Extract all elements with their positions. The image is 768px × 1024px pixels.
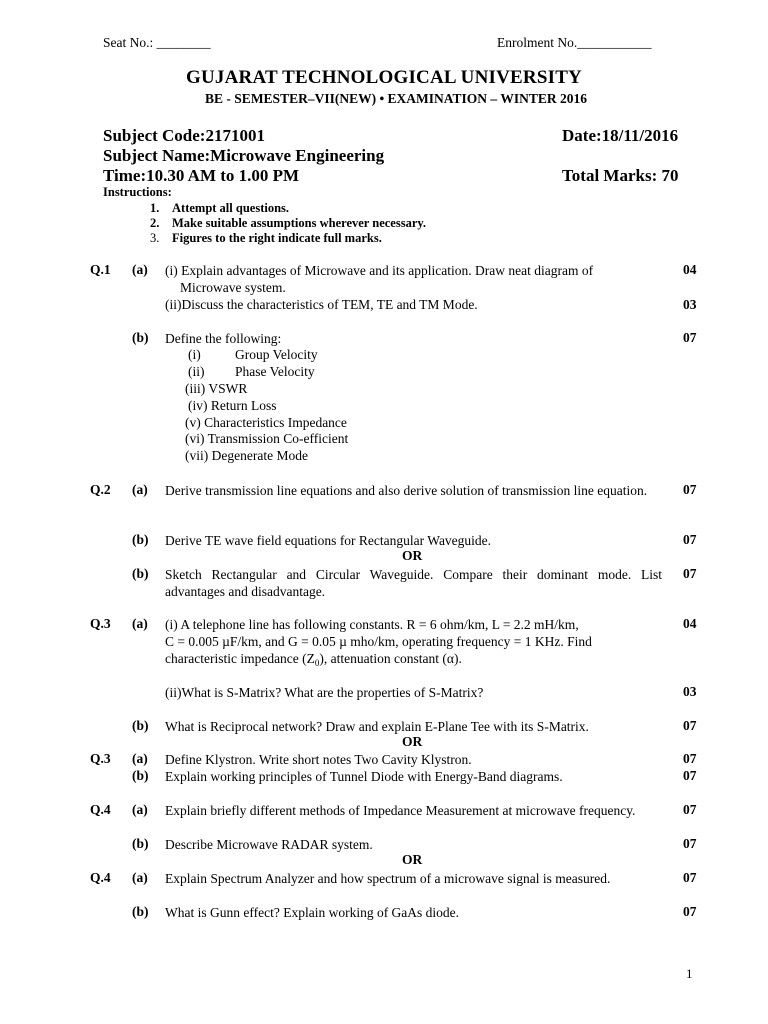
marks: 07 xyxy=(683,836,697,851)
exam-title: BE - SEMESTER–VII(NEW) • EXAMINATION – WINTER 2016 xyxy=(205,91,587,106)
or-separator: OR xyxy=(402,734,423,749)
part-label: (a) xyxy=(132,751,148,766)
question-text-cont: Microwave system. xyxy=(180,280,286,295)
part-label: (b) xyxy=(132,566,149,581)
part-label: (b) xyxy=(132,904,149,919)
list-item: (v) Characteristics Impedance xyxy=(185,415,347,430)
part-label: (a) xyxy=(132,616,148,631)
question-text: Explain working principles of Tunnel Diode with Energy-Band diagrams. xyxy=(165,769,563,784)
or-separator: OR xyxy=(402,852,423,867)
question-text: What is Gunn effect? Explain working of GaAs diode. xyxy=(165,905,460,920)
marks: 07 xyxy=(683,904,697,919)
seat-number: Seat No.: ________ xyxy=(103,35,211,50)
part-label: (b) xyxy=(132,330,149,345)
list-item: Phase Velocity xyxy=(235,364,315,379)
university-title: GUJARAT TECHNOLOGICAL UNIVERSITY xyxy=(186,67,582,88)
marks: 04 xyxy=(683,262,697,277)
part-label: (a) xyxy=(132,482,148,497)
list-item: (iv) Return Loss xyxy=(188,398,277,413)
subject-name: Subject Name:Microwave Engineering xyxy=(103,146,385,165)
instruction-number: 1. xyxy=(150,201,160,215)
marks: 07 xyxy=(683,566,697,581)
question-text: Define the following: xyxy=(165,331,282,346)
subscript: 0 xyxy=(314,658,320,668)
question-text: (i) A telephone line has following constants. R = 6 ohm/km, L = 2.2 mH/km, xyxy=(165,617,579,632)
question-text-cont xyxy=(165,650,462,672)
question-text: Derive transmission line equations and also derive solution of transmission line equation. xyxy=(165,483,648,498)
marks: 07 xyxy=(683,482,697,497)
question-number: Q.2 xyxy=(90,482,111,497)
part-label: (a) xyxy=(132,802,148,817)
part-label: (b) xyxy=(132,768,149,783)
or-separator: OR xyxy=(402,548,423,563)
instruction-number: 3. xyxy=(150,231,160,245)
marks: 07 xyxy=(683,751,697,766)
question-number: Q.3 xyxy=(90,616,111,631)
part-label: (a) xyxy=(132,262,148,277)
text-segment: characteristic impedance (Z xyxy=(165,651,315,666)
question-text: (ii)Discuss the characteristics of TEM, TE and TM Mode. xyxy=(165,297,478,312)
subject-code: Subject Code:2171001 xyxy=(103,126,265,145)
marks: 04 xyxy=(683,616,697,631)
question-text: Explain Spectrum Analyzer and how spectrum of a microwave signal is measured. xyxy=(165,871,611,886)
enrolment-number: Enrolment No.___________ xyxy=(497,35,652,50)
question-text: (i) Explain advantages of Microwave and its application. Draw neat diagram of xyxy=(165,263,594,278)
text-segment: ), attenuation constant (α). xyxy=(319,651,462,666)
instruction-text: Make suitable assumptions wherever necessary. xyxy=(172,216,427,230)
part-label: (b) xyxy=(132,532,149,547)
instruction-text: Figures to the right indicate full marks. xyxy=(172,231,382,245)
page-number: 1 xyxy=(686,966,693,981)
instruction-number: 2. xyxy=(150,216,160,230)
question-number: Q.4 xyxy=(90,870,111,885)
list-item: Group Velocity xyxy=(235,347,318,362)
question-text: (ii)What is S-Matrix? What are the properties of S-Matrix? xyxy=(165,685,484,700)
part-label: (b) xyxy=(132,836,149,851)
list-item-number: (i) xyxy=(188,347,201,362)
question-text: Define Klystron. Write short notes Two Cavity Klystron. xyxy=(165,752,472,767)
instruction-text: Attempt all questions. xyxy=(172,201,290,215)
marks: 07 xyxy=(683,768,697,783)
question-text: Explain briefly different methods of Impedance Measurement at microwave frequency. xyxy=(165,803,636,818)
exam-time: Time:10.30 AM to 1.00 PM xyxy=(103,166,300,185)
part-label: (b) xyxy=(132,718,149,733)
marks: 03 xyxy=(683,297,697,312)
marks: 07 xyxy=(683,718,697,733)
total-marks: Total Marks: 70 xyxy=(562,166,679,185)
question-text-cont: C = 0.005 µF/km, and G = 0.05 µ mho/km, operating frequency = 1 KHz. Find xyxy=(165,634,592,649)
question-text: Describe Microwave RADAR system. xyxy=(165,837,373,852)
marks: 07 xyxy=(683,330,697,345)
part-label: (a) xyxy=(132,870,148,885)
list-item: (vi) Transmission Co-efficient xyxy=(185,431,349,446)
list-item: (iii) VSWR xyxy=(185,381,248,396)
marks: 07 xyxy=(683,532,697,547)
marks: 07 xyxy=(683,802,697,817)
marks: 03 xyxy=(683,684,697,699)
question-number: Q.4 xyxy=(90,802,111,817)
instructions-label: Instructions: xyxy=(103,185,172,199)
question-number: Q.1 xyxy=(90,262,111,277)
question-text: Sketch Rectangular and Circular Waveguide. Compare their dominant mode. List advantages and disadvantage. xyxy=(165,567,662,599)
list-item: (vii) Degenerate Mode xyxy=(185,448,308,463)
question-number: Q.3 xyxy=(90,751,111,766)
question-text: What is Reciprocal network? Draw and explain E-Plane Tee with its S-Matrix. xyxy=(165,719,589,734)
marks: 07 xyxy=(683,870,697,885)
question-text: Derive TE wave field equations for Rectangular Waveguide. xyxy=(165,533,492,548)
list-item-number: (ii) xyxy=(188,364,205,379)
exam-date: Date:18/11/2016 xyxy=(562,126,679,145)
